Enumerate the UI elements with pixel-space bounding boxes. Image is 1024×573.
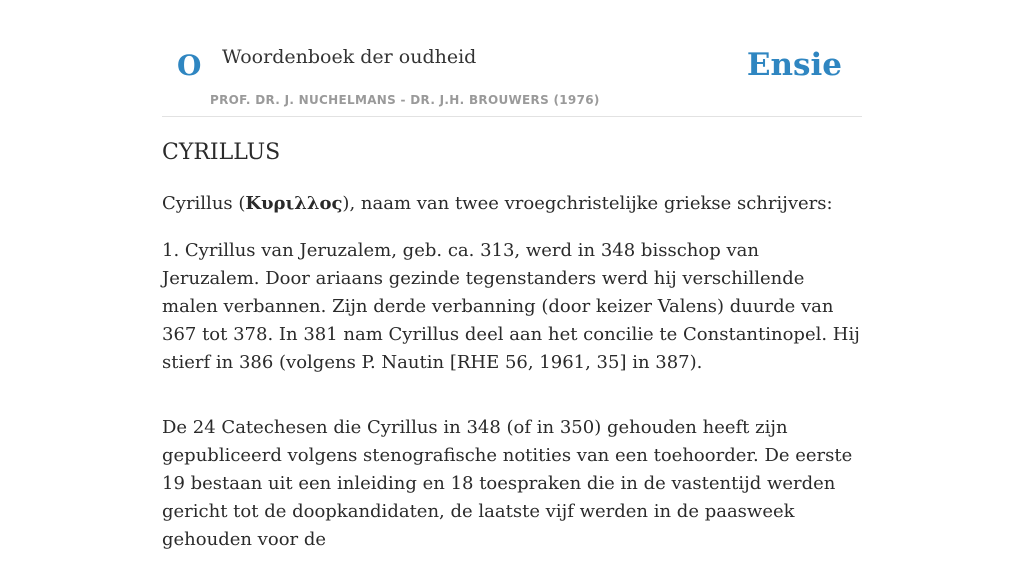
entry-content [162, 190, 862, 573]
entry-intro [162, 190, 862, 218]
intro-text-start: Cyrillus ( [162, 193, 246, 214]
greek-name: Κυριλλος [245, 193, 343, 214]
book-logo-icon[interactable]: O [177, 49, 202, 82]
paragraph-catechesen: De 24 Catechesen die Cyrillus in 348 (of in 350) gehouden heeft zijn gepubliceerd volgens stenografische notities van een toehoorder. De eerste 19 bestaan uit een inleiding en 18 toespraken die in de vastentijd werden gericht tot de doopkandidaten, de laatste vijf werden in de paasweek gehouden voor de [162, 417, 853, 550]
book-title-link[interactable]: Woordenboek der oudheid [222, 46, 477, 68]
ensie-logo[interactable]: Ensie [746, 47, 842, 83]
entry-title: CYRILLUS [162, 140, 281, 165]
book-authors: PROF. DR. J. NUCHELMANS - DR. J.H. BROUWERS (1976) [210, 93, 600, 107]
header [162, 0, 862, 117]
paragraph-cyrillus-jeruzalem: 1. Cyrillus van Jeruzalem, geb. ca. 313, werd in 348 bisschop van Jeruzalem. Door ariaans gezinde tegenstanders werd hij verschillende malen verbannen. Zijn derde verbanning (door keizer Valens) duurde van 367 tot 378. In 381 nam Cyrillus deel aan het concilie te Constantinopel. Hij stierf in 386 (volgens P. Nautin [RHE 56, 1961, 35] in 387). [162, 240, 860, 373]
intro-text-end: ), naam van twee vroegchristelijke griekse schrijvers: [342, 193, 833, 214]
page [162, 0, 862, 550]
